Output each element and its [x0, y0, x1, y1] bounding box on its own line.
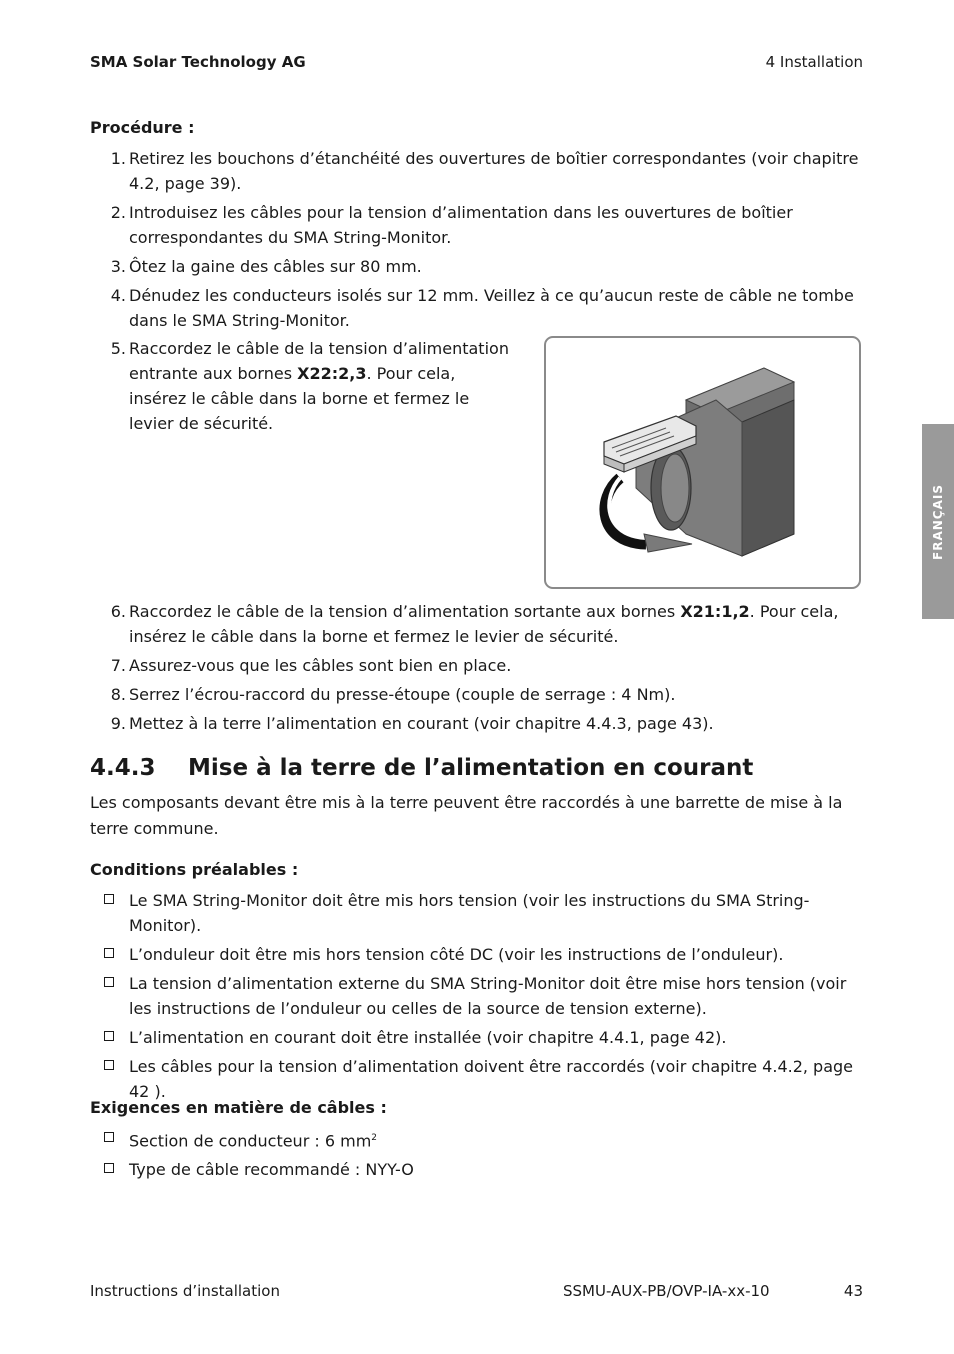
- list-item: L’onduleur doit être mis hors tension côté DC (voir les instructions de l’onduleur).: [90, 942, 865, 967]
- list-item: 5. Raccordez le câble de la tension d’alimentation entrante aux bornes X22:2,3. Pour cela, insérez le câble dans la borne et fermez le levier de sécurité.: [110, 339, 509, 433]
- prerequisites-label: Conditions préalables :: [90, 860, 299, 879]
- footer-doc-id: SSMU-AUX-PB/OVP-IA-xx-10: [563, 1282, 770, 1300]
- list-item: L’alimentation en courant doit être installée (voir chapitre 4.4.1, page 42).: [90, 1025, 865, 1050]
- section-heading: [90, 755, 753, 781]
- checkbox-icon: [104, 1060, 114, 1070]
- list-item: Type de câble recommandé : NYY-O: [90, 1157, 865, 1182]
- language-tab-label: FRANÇAIS: [931, 483, 945, 560]
- list-item: 7. Assurez-vous que les câbles sont bien en place.: [110, 656, 512, 675]
- list-item: 4. Dénudez les conducteurs isolés sur 12 mm. Veillez à ce qu’aucun reste de câble ne tombe dans le SMA String-Monitor.: [110, 286, 854, 330]
- checkbox-icon: [104, 948, 114, 958]
- header-chapter: 4 Installation: [765, 53, 863, 71]
- list-item: Section de conducteur : 6 $mm^2$: [90, 1126, 865, 1153]
- procedure-step-5: [90, 336, 510, 440]
- cable-requirements-label: Exigences en matière de câbles :: [90, 1098, 387, 1117]
- prerequisites-list: [90, 888, 865, 1108]
- terminal-illustration: [544, 336, 861, 589]
- checkbox-icon: [104, 894, 114, 904]
- language-tab: [922, 424, 954, 619]
- list-item: La tension d’alimentation externe du SMA String-Monitor doit être mise hors tension (voir les instructions de l’onduleur ou celles de la source de tension externe).: [90, 971, 865, 1021]
- list-item: 3. Ôtez la gaine des câbles sur 80 mm.: [110, 257, 422, 276]
- procedure-steps-1-4: [90, 146, 865, 337]
- list-item: 1. Retirez les bouchons d’étanchéité des ouvertures de boîtier correspondantes (voir chapitre 4.2, page 39).: [110, 149, 859, 193]
- procedure-label: Procédure :: [90, 118, 195, 137]
- list-item: 6. Raccordez le câble de la tension d’alimentation sortante aux bornes X21:1,2. Pour cela, insérez le câble dans la borne et fermez le levier de sécurité.: [110, 602, 839, 646]
- cable-requirements-list: [90, 1126, 865, 1186]
- footer-doc-type: Instructions d’installation: [90, 1282, 280, 1300]
- section-title: Mise à la terre de l’alimentation en courant: [188, 755, 754, 781]
- list-item: 2. Introduisez les câbles pour la tension d’alimentation dans les ouvertures de boîtier correspondantes du SMA String-Monitor.: [110, 203, 793, 247]
- page-number: 43: [843, 1282, 863, 1300]
- list-item: 9. Mettez à la terre l’alimentation en courant (voir chapitre 4.4.3, page 43).: [110, 714, 714, 733]
- list-item: 8. Serrez l’écrou-raccord du presse-étoupe (couple de serrage : 4 Nm).: [110, 685, 676, 704]
- list-item: Le SMA String-Monitor doit être mis hors tension (voir les instructions du SMA String-Monitor).: [90, 888, 865, 938]
- checkbox-icon: [104, 1132, 114, 1142]
- list-item: Les câbles pour la tension d’alimentation doivent être raccordés (voir chapitre 4.4.2, page 42 ).: [90, 1054, 865, 1104]
- checkbox-icon: [104, 977, 114, 987]
- checkbox-icon: [104, 1031, 114, 1041]
- terminal-lever-drawing: [546, 338, 859, 587]
- checkbox-icon: [104, 1163, 114, 1173]
- section-number: 4.4.3: [90, 755, 156, 781]
- header-company: SMA Solar Technology AG: [90, 53, 306, 71]
- procedure-steps-6-9: [90, 599, 865, 740]
- section-intro: Les composants devant être mis à la terre peuvent être raccordés à une barrette de mise à la terre commune.: [90, 793, 843, 838]
